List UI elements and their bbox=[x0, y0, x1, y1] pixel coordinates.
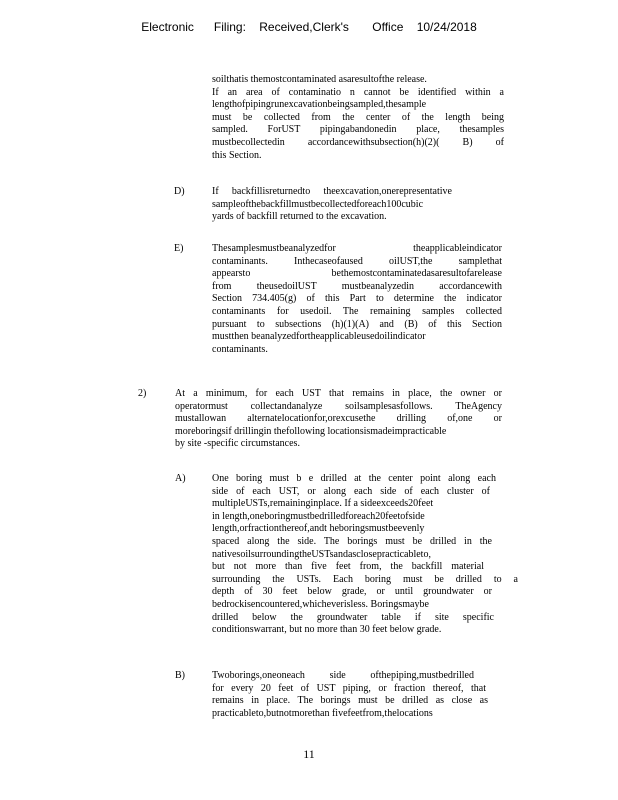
item-2-paragraph bbox=[175, 388, 502, 451]
text-line: sampled. ForUST pipingabandonedin place, thesamples bbox=[212, 124, 504, 136]
text-line: yards of backfill returned to the excavation. bbox=[212, 211, 387, 223]
text-line: must be collected from the center of the length being bbox=[212, 111, 504, 123]
filing-header: Electronic Filing: Received,Clerk's Office 10/24/2018 bbox=[141, 20, 477, 34]
item-2b-paragraph bbox=[212, 670, 490, 720]
text-line: remains in place. The borings must be drilled as close as bbox=[212, 695, 488, 707]
text-line: side of each UST, or along each side of each cluster of bbox=[212, 485, 490, 497]
text-line: pursuant to subsections (h)(1)(A) and (B) of this Section bbox=[212, 318, 502, 330]
text-line: lengthofpipingrunexcavationbeingsampled,thesample bbox=[212, 99, 427, 111]
text-line: by site -specific circumstances. bbox=[175, 438, 300, 450]
text-line: If backfillisreturnedto theexcavation,onerepresentative bbox=[212, 186, 452, 197]
text-line: Section 734.405(g) of this Part to determine the indicator bbox=[212, 293, 502, 305]
text-line: from theusedoilUST mustbeanalyzedin accordancewith bbox=[212, 280, 502, 292]
text-line: but not more than five feet from, the backfill material bbox=[212, 561, 484, 573]
text-line: One boring must b e drilled at the center point along each bbox=[212, 473, 496, 484]
text-line: conditionswarrant, but no more than 30 feet below grade. bbox=[212, 624, 442, 636]
text-line: soilthatis themostcontaminated asaresultofthe release. bbox=[212, 74, 427, 85]
text-line: contaminants. bbox=[212, 343, 268, 355]
item-d-paragraph bbox=[212, 186, 452, 224]
text-line: sampleofthebackfillmustbecollectedforeach100cubic bbox=[212, 198, 424, 210]
text-line: length,orfractionthereof,andt heboringsmustbeevenly bbox=[212, 523, 425, 535]
text-line: If an area of contaminatio n cannot be identified within a bbox=[212, 86, 504, 98]
item-2a-paragraph bbox=[212, 473, 518, 637]
text-line: in length,oneboringmustbedrilledforeach20feetofside bbox=[212, 510, 425, 522]
item-marker-2a: A) bbox=[175, 473, 186, 484]
item-e-paragraph bbox=[212, 243, 502, 356]
continuation-paragraph bbox=[212, 74, 504, 162]
text-line: contaminants for usedoil. The remaining samples collected bbox=[212, 305, 502, 317]
item-marker-2: 2) bbox=[138, 388, 147, 399]
text-line: this Section. bbox=[212, 149, 262, 161]
text-line: mustbecollectedin accordancewithsubsection(h)(2)( B) of bbox=[212, 136, 504, 148]
text-line: practicableto,butnotmorethan fivefeetfrom,thelocations bbox=[212, 707, 433, 719]
item-marker-2b: B) bbox=[175, 670, 185, 681]
text-line: drilled below the groundwater table if site specific bbox=[212, 611, 494, 623]
text-line: Thesamplesmustbeanalyzedfor theapplicableindicator bbox=[212, 243, 502, 254]
item-marker-d: D) bbox=[174, 186, 185, 197]
text-line: contaminants. Inthecaseofaused oilUST,the samplethat bbox=[212, 255, 502, 267]
text-line: surrounding the USTs. Each boring must be drilled to a bbox=[212, 573, 518, 585]
text-line: multipleUSTs,remaininginplace. If a sideexceeds20feet bbox=[212, 498, 434, 510]
page-number: 11 bbox=[303, 747, 315, 761]
text-line: nativesoilsurroundingtheUSTsandasclosepracticableto, bbox=[212, 548, 431, 560]
text-line: depth of 30 feet below grade, or until groundwater or bbox=[212, 586, 492, 598]
text-line: mustthen beanalyzedfortheapplicableusedoilindicator bbox=[212, 331, 426, 343]
text-line: moreboringsif drillingin thefollowing locationsismadeimpracticable bbox=[175, 425, 447, 437]
text-line: At a minimum, for each UST that remains in place, the owner or bbox=[175, 388, 502, 399]
text-line: for every 20 feet of UST piping, or fraction thereof, that bbox=[212, 682, 486, 694]
text-line: bedrockisencountered,whicheverisless. Boringsmaybe bbox=[212, 598, 429, 610]
text-line: Twoborings,oneoneach side ofthepiping,mustbedrilled bbox=[212, 670, 474, 681]
item-marker-e: E) bbox=[174, 243, 184, 254]
text-line: spaced along the side. The borings must be drilled in the bbox=[212, 535, 492, 547]
text-line: operatormust collectandanalyze soilsamplesasfollows. TheAgency bbox=[175, 400, 502, 412]
text-line: appearsto bethemostcontaminatedasaresultofarelease bbox=[212, 268, 502, 280]
text-line: mustallowan alternatelocationfor,orexcusethe drilling of,one or bbox=[175, 413, 502, 425]
